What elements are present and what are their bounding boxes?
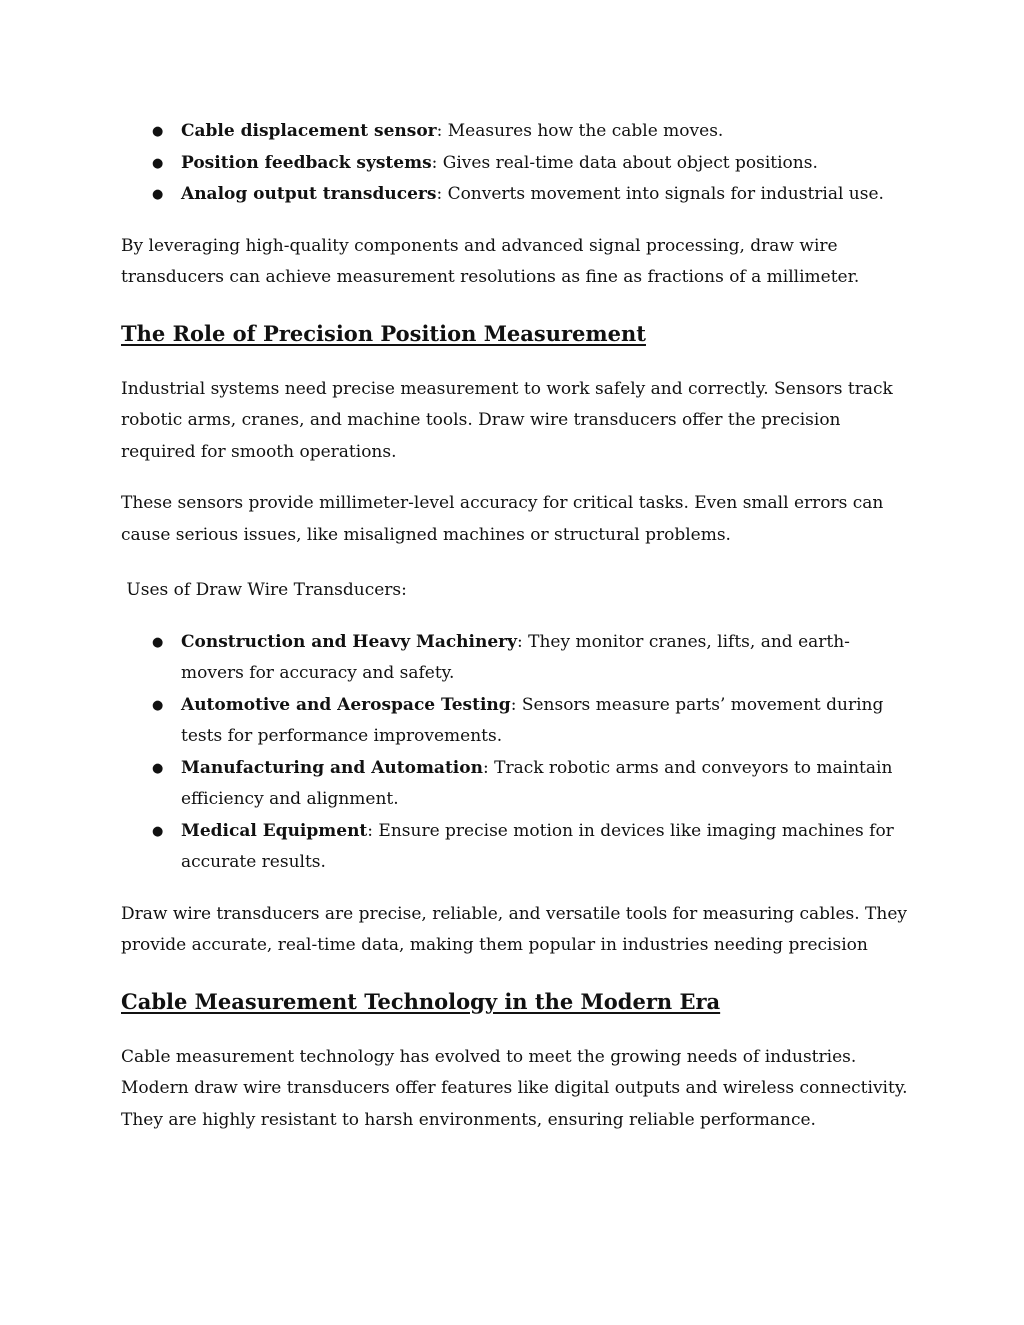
- bullet-icon: ●: [152, 697, 164, 713]
- list-item: [121, 816, 911, 879]
- list-item-desc: : Track robotic arms and conveyors to maintain efficiency and alignment.: [181, 757, 893, 809]
- list-item-term: Position feedback systems: [181, 152, 432, 173]
- paragraph-industrial-systems: Industrial systems need precise measurement to work safely and correctly. Sensors track robotic arms, cranes, and machine tools. Draw wire transducers offer the precision required for smooth operations.: [121, 378, 893, 462]
- uses-list: [121, 627, 911, 879]
- bullet-icon: ●: [152, 760, 164, 776]
- list-item-desc: : Sensors measure parts’ movement during tests for performance improvements.: [181, 694, 884, 746]
- bullet-icon: ●: [152, 823, 164, 839]
- bullet-icon: ●: [152, 634, 164, 650]
- list-item: [121, 179, 911, 211]
- bullet-icon: ●: [152, 187, 164, 202]
- list-item-desc: : They monitor cranes, lifts, and earth-movers for accuracy and safety.: [181, 631, 850, 683]
- paragraph-resolution: By leveraging high-quality components and advanced signal processing, draw wire transducers can achieve measurement resolutions as fine as fractions of a millimeter.: [121, 235, 860, 287]
- list-item-term: Manufacturing and Automation: [181, 757, 483, 778]
- list-item: [121, 116, 911, 148]
- heading-precision-measurement: The Role of Precision Position Measurement: [121, 320, 646, 346]
- heading-modern-era: Cable Measurement Technology in the Modern Era: [121, 988, 721, 1014]
- list-item-term: Cable displacement sensor: [181, 121, 437, 141]
- paragraph-modern-technology: Cable measurement technology has evolved to meet the growing needs of industries. Modern draw wire transducers offer features like digital outputs and wireless connectivity. They are highly resistant to harsh environments, ensuring reliable performance.: [121, 1046, 908, 1130]
- list-item-desc: : Ensure precise motion in devices like imaging machines for accurate results.: [181, 820, 894, 872]
- list-item-desc: : Converts movement into signals for industrial use.: [436, 184, 884, 204]
- list-item: [121, 753, 911, 816]
- list-item: [121, 148, 911, 180]
- sensor-types-list: [121, 116, 911, 211]
- uses-label: Uses of Draw Wire Transducers:: [121, 580, 407, 600]
- list-item-term: Automotive and Aerospace Testing: [181, 694, 511, 715]
- paragraph-millimeter-accuracy: These sensors provide millimeter-level accuracy for critical tasks. Even small errors can cause serious issues, like misaligned machines or structural problems.: [121, 493, 884, 545]
- list-item-term: Analog output transducers: [181, 184, 437, 204]
- bullet-icon: ●: [152, 155, 164, 171]
- list-item-term: Medical Equipment: [181, 820, 368, 841]
- list-item: [121, 627, 911, 690]
- list-item-term: Construction and Heavy Machinery: [181, 631, 518, 652]
- bullet-icon: ●: [152, 124, 164, 139]
- list-item: [121, 690, 911, 753]
- list-item-desc: : Measures how the cable moves.: [436, 121, 724, 141]
- list-item-desc: : Gives real-time data about object positions.: [431, 152, 818, 173]
- paragraph-summary: Draw wire transducers are precise, reliable, and versatile tools for measuring cables. They provide accurate, real-time data, making them popular in industries needing precision: [121, 903, 908, 955]
- document-content: [121, 116, 911, 1136]
